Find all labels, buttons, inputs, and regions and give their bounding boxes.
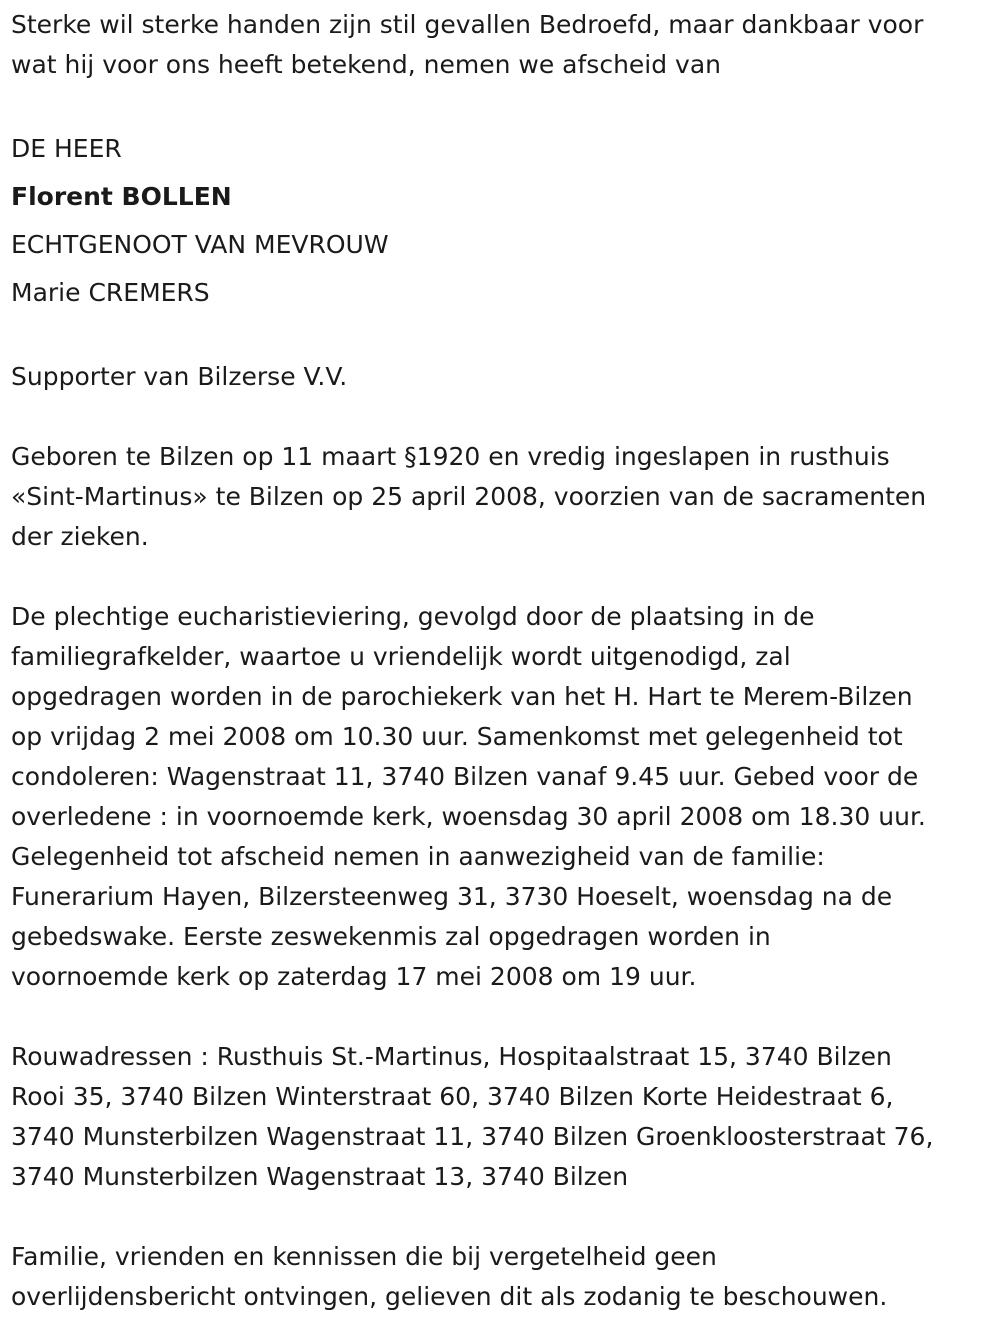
ceremony-line: De plechtige eucharistieviering, gevolgd door de plaatsing in de — [11, 602, 815, 631]
paragraph-gap — [11, 85, 991, 125]
birth-death-line: der zieken. — [11, 522, 149, 551]
address-line: 3740 Munsterbilzen Wagenstraat 13, 3740 Bilzen — [11, 1162, 629, 1191]
ceremony-line: Funerarium Hayen, Bilzersteenweg 31, 3730 Hoeselt, woensdag na de — [11, 882, 893, 911]
paragraph-gap — [11, 997, 991, 1037]
paragraph-gap — [11, 1197, 991, 1237]
obituary-document — [11, 5, 991, 1317]
closing-line: Familie, vrienden en kennissen die bij vergetelheid geen — [11, 1242, 717, 1271]
relation-label: ECHTGENOOT VAN MEVROUW — [11, 230, 389, 259]
ceremony-line: gebedswake. Eerste zeswekenmis zal opgedragen worden in — [11, 922, 771, 951]
ceremony-line: op vrijdag 2 mei 2008 om 10.30 uur. Samenkomst met gelegenheid tot — [11, 722, 903, 751]
birth-death-paragraph — [11, 437, 991, 557]
ceremony-line: familiegrafkelder, waartoe u vriendelijk wordt uitgenodigd, zal — [11, 642, 791, 671]
birth-death-line: Geboren te Bilzen op 11 maart §1920 en vredig ingeslapen in rusthuis — [11, 442, 890, 471]
supporter-paragraph — [11, 357, 991, 397]
deceased-name: Florent BOLLEN — [11, 182, 232, 211]
spouse-name: Marie CREMERS — [11, 278, 210, 307]
ceremony-line: opgedragen worden in de parochiekerk van het H. Hart te Merem-Bilzen — [11, 682, 913, 711]
supporter-line: Supporter van Bilzerse V.V. — [11, 362, 348, 391]
closing-paragraph — [11, 1237, 991, 1317]
ceremony-line: Gelegenheid tot afscheid nemen in aanwezigheid van de familie: — [11, 842, 825, 871]
address-line: Rooi 35, 3740 Bilzen Winterstraat 60, 3740 Bilzen Korte Heidestraat 6, — [11, 1082, 894, 1111]
address-line: Rouwadressen : Rusthuis St.-Martinus, Hospitaalstraat 15, 3740 Bilzen — [11, 1042, 892, 1071]
ceremony-paragraph — [11, 597, 991, 997]
birth-death-line: «Sint-Martinus» te Bilzen op 25 april 2008, voorzien van de sacramenten — [11, 482, 927, 511]
closing-line: overlijdensbericht ontvingen, gelieven dit als zodanig te beschouwen. — [11, 1282, 888, 1311]
intro-line: wat hij voor ons heeft betekend, nemen we afscheid van — [11, 50, 722, 79]
paragraph-gap — [11, 397, 991, 437]
paragraph-gap — [11, 317, 991, 357]
address-line: 3740 Munsterbilzen Wagenstraat 11, 3740 Bilzen Groenkloosterstraat 76, — [11, 1122, 934, 1151]
intro-paragraph — [11, 5, 991, 85]
deceased-block — [11, 125, 991, 317]
paragraph-gap — [11, 557, 991, 597]
ceremony-line: voornoemde kerk op zaterdag 17 mei 2008 om 19 uur. — [11, 962, 697, 991]
addresses-paragraph — [11, 1037, 991, 1197]
ceremony-line: overledene : in voornoemde kerk, woensdag 30 april 2008 om 18.30 uur. — [11, 802, 926, 831]
ceremony-line: condoleren: Wagenstraat 11, 3740 Bilzen vanaf 9.45 uur. Gebed voor de — [11, 762, 919, 791]
intro-line: Sterke wil sterke handen zijn stil gevallen Bedroefd, maar dankbaar voor — [11, 10, 924, 39]
title-prefix: DE HEER — [11, 134, 122, 163]
